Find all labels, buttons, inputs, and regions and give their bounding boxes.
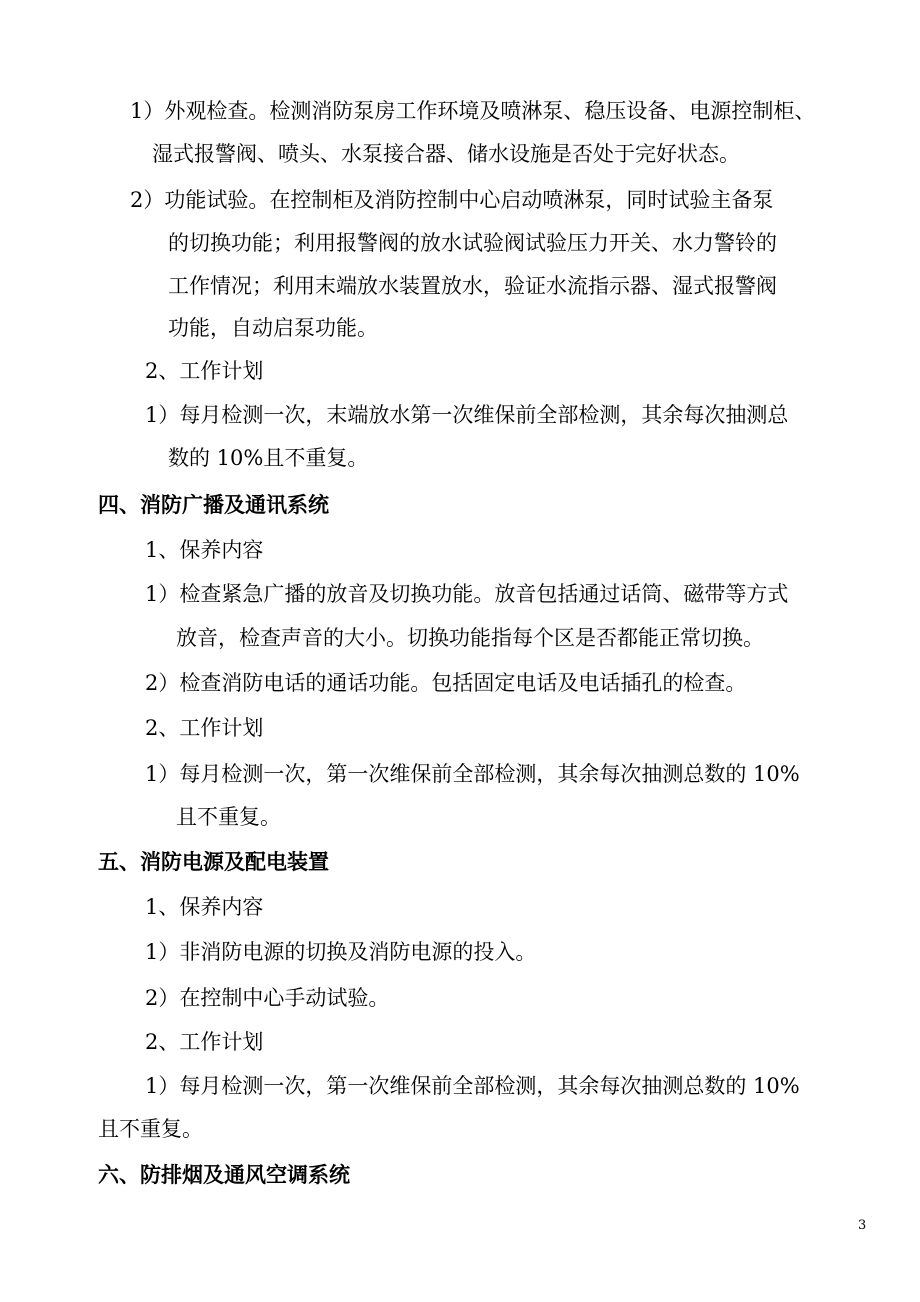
section-heading-power: 五、消防电源及配电装置: [98, 849, 329, 874]
body-line: 工作情况；利用末端放水装置放水，验证水流指示器、湿式报警阀: [168, 274, 777, 298]
body-line: 且不重复。: [176, 805, 281, 829]
body-line: 功能，自动启泵功能。: [168, 316, 378, 340]
body-line: 2）在控制中心手动试验。: [145, 986, 390, 1010]
body-line: 1）每月检测一次，第一次维保前全部检测，其余每次抽测总数的 10%: [145, 1074, 800, 1098]
body-line: 2）检查消防电话的通话功能。包括固定电话及电话插孔的检查。: [145, 671, 747, 695]
section-heading-smoke-control: 六、防排烟及通风空调系统: [98, 1162, 350, 1187]
body-line: 湿式报警阀、喷头、水泵接合器、储水设施是否处于完好状态。: [152, 142, 740, 166]
page-number: 3: [858, 1218, 867, 1233]
body-line: 1）检查紧急广播的放音及切换功能。放音包括通过话筒、磁带等方式: [145, 582, 789, 606]
section-heading-broadcast: 四、消防广播及通讯系统: [98, 492, 329, 517]
subheading-work-plan: 2、工作计划: [145, 1030, 264, 1054]
subheading-work-plan: 2、工作计划: [145, 716, 264, 740]
body-line: 且不重复。: [98, 1117, 203, 1141]
subheading-maintenance: 1、保养内容: [145, 538, 264, 562]
body-line: 1）每月检测一次，末端放水第一次维保前全部检测，其余每次抽测总: [145, 403, 789, 427]
subheading-work-plan: 2、工作计划: [145, 359, 264, 383]
body-line: 1）非消防电源的切换及消防电源的投入。: [145, 940, 537, 964]
body-line: 数的 10%且不重复。: [168, 446, 369, 470]
body-line: 放音，检查声音的大小。切换功能指每个区是否都能正常切换。: [176, 626, 764, 650]
body-line: 2）功能试验。在控制柜及消防控制中心启动喷淋泵，同时试验主备泵: [130, 188, 774, 212]
body-line: 1）每月检测一次，第一次维保前全部检测，其余每次抽测总数的 10%: [145, 762, 800, 786]
subheading-maintenance: 1、保养内容: [145, 895, 264, 919]
body-line: 的切换功能；利用报警阀的放水试验阀试验压力开关、水力警铃的: [168, 231, 777, 255]
body-line: 1）外观检查。检测消防泵房工作环境及喷淋泵、稳压设备、电源控制柜、: [130, 99, 816, 123]
